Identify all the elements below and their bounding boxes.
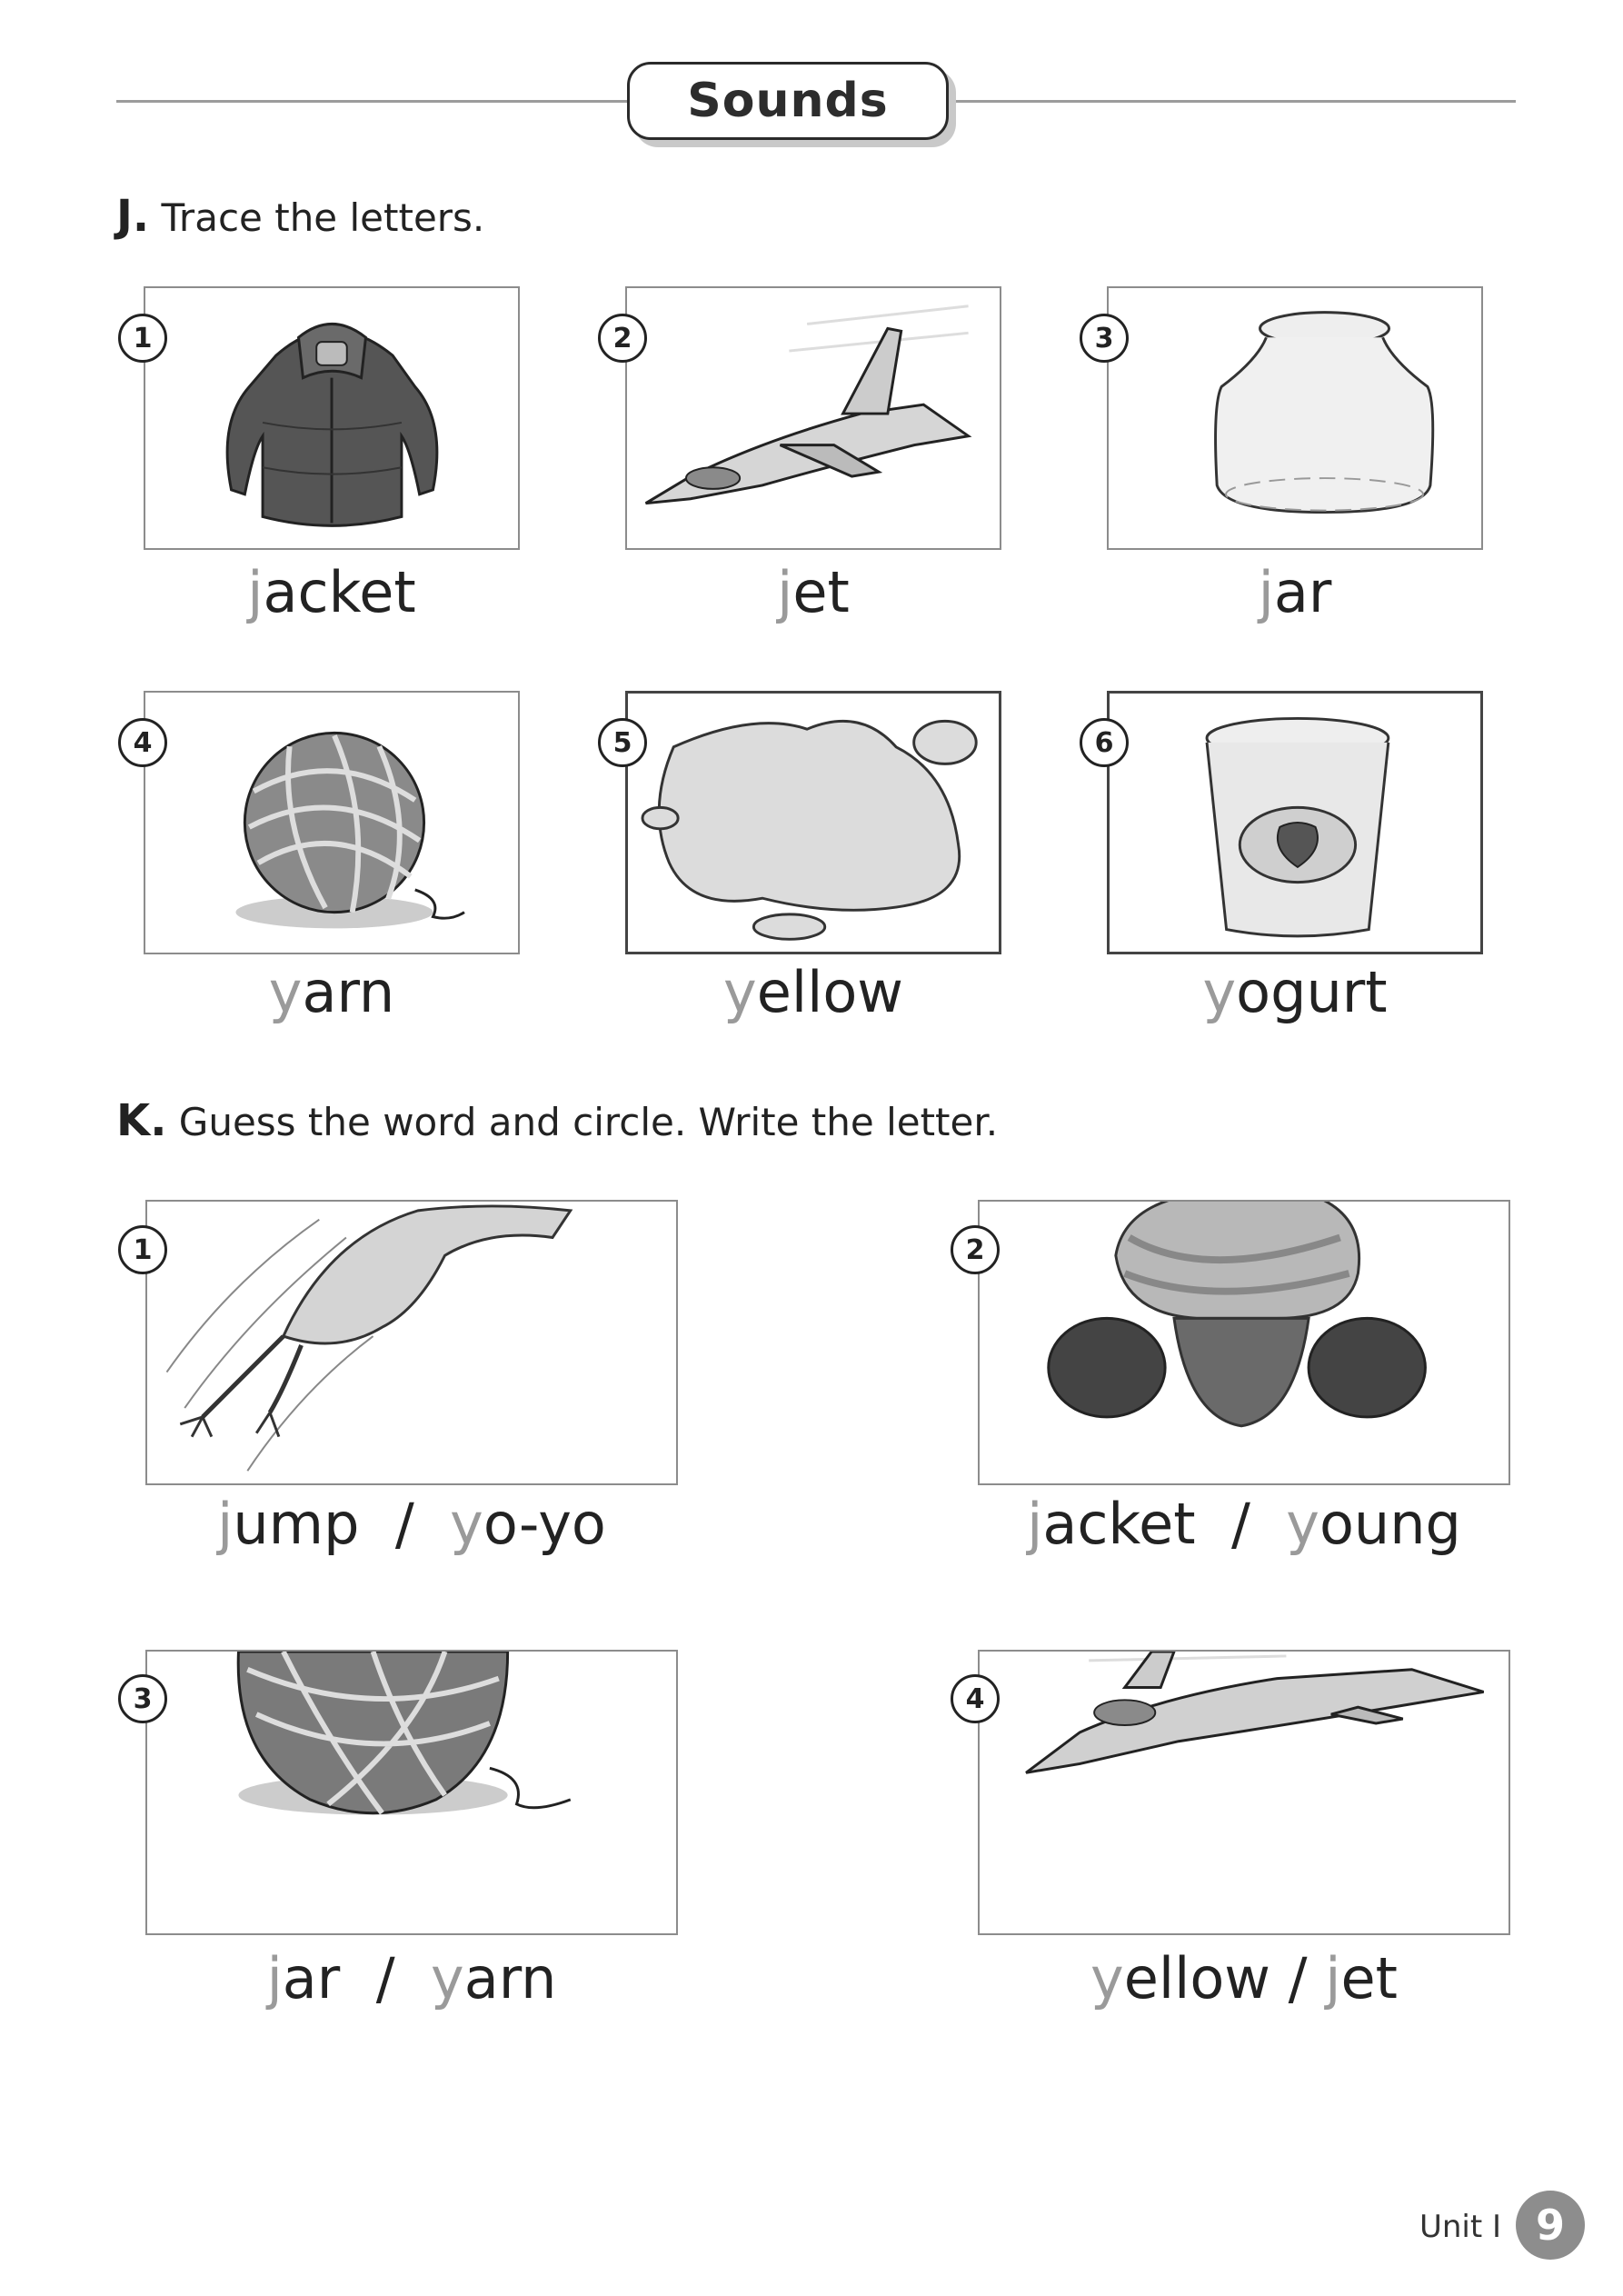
word-rest: ellow: [756, 959, 903, 1025]
yarn-ball-icon: [147, 1652, 676, 1933]
jet-plane-picture: [978, 1650, 1510, 1935]
trace-letter: y: [450, 1491, 483, 1557]
item-number: 4: [951, 1674, 1000, 1723]
puddle-icon: [628, 694, 999, 952]
choice-b[interactable]: oung: [1319, 1491, 1461, 1557]
unit-label: Unit I: [1419, 2209, 1502, 2245]
word-jacket: [144, 559, 520, 625]
trace-letter: y: [268, 959, 303, 1025]
trace-letter: j: [1325, 1945, 1341, 2011]
word-choice-yellow-jet: [978, 1945, 1510, 2011]
word-rest: arn: [302, 959, 395, 1025]
item-number: 1: [118, 314, 167, 363]
word-choice-jar-yarn: [145, 1945, 678, 2011]
trace-letter: j: [1258, 559, 1274, 625]
page-number: 9: [1516, 2191, 1585, 2260]
frog-icon: [147, 1202, 676, 1483]
jar-icon: [1109, 288, 1481, 548]
word-choice-jump-yoyo: [145, 1491, 678, 1557]
word-rest: ogurt: [1236, 959, 1388, 1025]
yarn-picture: [144, 691, 520, 954]
yogurt-picture: [1107, 691, 1483, 954]
choice-b[interactable]: o-yo: [483, 1491, 606, 1557]
section-j-text: Trace the letters.: [161, 195, 485, 240]
trace-letter: j: [266, 1945, 283, 2011]
choice-a[interactable]: ellow: [1123, 1945, 1270, 2011]
word-yogurt: [1107, 959, 1483, 1025]
choice-b[interactable]: et: [1340, 1945, 1398, 2011]
choice-a[interactable]: ar: [282, 1945, 341, 2011]
section-k-instruction: [116, 1095, 998, 1146]
separator: /: [1270, 1945, 1326, 2011]
separator: /: [359, 1491, 451, 1557]
jacket-picture: [144, 286, 520, 550]
jacket-icon: [145, 288, 518, 548]
trace-letter: y: [723, 959, 757, 1025]
item-number: 1: [118, 1225, 167, 1274]
jar-picture: [1107, 286, 1483, 550]
word-rest: ar: [1273, 559, 1332, 625]
header-rule-left: [116, 100, 627, 103]
trace-letter: y: [431, 1945, 464, 2011]
separator: /: [340, 1945, 432, 2011]
item-number: 2: [598, 314, 647, 363]
item-number: 2: [951, 1225, 1000, 1274]
word-choice-jacket-young: [978, 1491, 1510, 1557]
section-k-text: Guess the word and circle. Write the letter.: [178, 1100, 999, 1144]
trace-letter: j: [1027, 1491, 1043, 1557]
header-rule-right: [951, 100, 1516, 103]
choice-b[interactable]: arn: [463, 1945, 557, 2011]
trace-letter: j: [217, 1491, 234, 1557]
baby-picture: [978, 1200, 1510, 1485]
yogurt-icon: [1110, 694, 1480, 952]
item-number: 5: [598, 718, 647, 767]
item-number: 3: [1080, 314, 1129, 363]
frog-jumping-picture: [145, 1200, 678, 1485]
trace-letter: j: [247, 559, 264, 625]
word-rest: et: [792, 559, 850, 625]
word-jet: [625, 559, 1001, 625]
separator: /: [1195, 1491, 1287, 1557]
trace-letter: y: [1286, 1491, 1319, 1557]
section-j-letter: J.: [116, 191, 150, 242]
jet-icon: [627, 288, 1000, 548]
choice-a[interactable]: acket: [1042, 1491, 1196, 1557]
word-rest: acket: [263, 559, 416, 625]
jet-picture: [625, 286, 1001, 550]
word-yarn: [144, 959, 520, 1025]
word-yellow: [625, 959, 1001, 1025]
baby-icon: [980, 1202, 1508, 1483]
yellow-puddle-picture: [625, 691, 1001, 954]
yarn-ball-picture: [145, 1650, 678, 1935]
item-number: 4: [118, 718, 167, 767]
item-number: 6: [1080, 718, 1129, 767]
page-title: Sounds: [627, 62, 949, 140]
yarn-icon: [145, 693, 518, 953]
jet-plane-icon: [980, 1652, 1508, 1933]
word-jar: [1107, 559, 1483, 625]
trace-letter: y: [1090, 1945, 1124, 2011]
item-number: 3: [118, 1674, 167, 1723]
section-k-letter: K.: [116, 1095, 167, 1146]
trace-letter: j: [777, 559, 793, 625]
choice-a[interactable]: ump: [233, 1491, 360, 1557]
trace-letter: y: [1202, 959, 1237, 1025]
section-j-instruction: [116, 191, 484, 242]
